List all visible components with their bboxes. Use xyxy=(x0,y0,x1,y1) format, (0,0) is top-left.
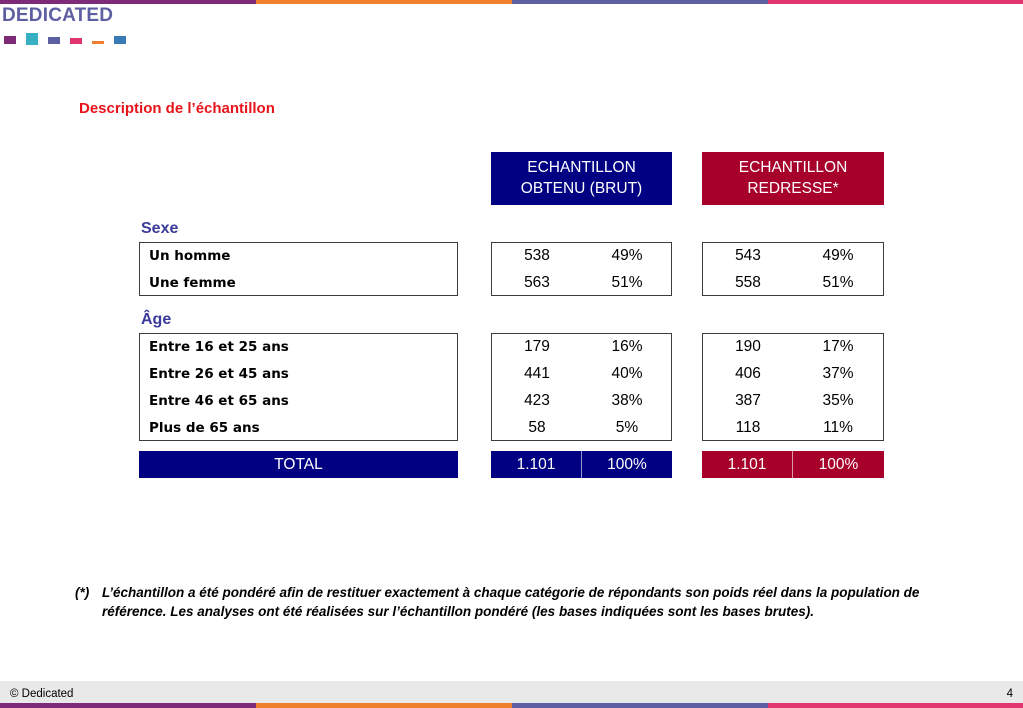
header-red-line-1: ECHANTILLON xyxy=(738,159,848,176)
cell-brut-n: 423 xyxy=(524,392,550,409)
header-echantillon-redresse xyxy=(702,152,884,205)
cell-red-pct: 11% xyxy=(823,419,853,436)
cell-red-n: 543 xyxy=(735,247,761,264)
cell-brut-n: 563 xyxy=(524,274,550,291)
total-brut-pct: 100% xyxy=(607,456,647,473)
bar-segment-blue xyxy=(512,703,768,708)
total-label: TOTAL xyxy=(274,456,323,473)
cell-brut-pct: 51% xyxy=(611,274,643,291)
bar-segment-purple xyxy=(0,0,256,4)
top-color-bar xyxy=(0,0,1023,4)
footnote xyxy=(75,583,955,621)
cell-brut-n: 179 xyxy=(524,338,550,355)
total-red-n: 1.101 xyxy=(727,456,767,473)
row-label: Entre 16 et 25 ans xyxy=(149,339,289,355)
header-echantillon-brut xyxy=(491,152,672,205)
footnote-text: L’échantillon a été pondéré afin de restituer exactement à chaque catégorie de répondants son poids réel dans la population de référence. Les analyses ont été réalisées sur l’échantillon pondéré (les bases indiquées sont les bases brutes). xyxy=(102,585,920,619)
brand-logo-text: DEDICATED xyxy=(2,5,114,26)
group-label-sexe: Sexe xyxy=(141,220,179,237)
cell-brut-pct: 5% xyxy=(615,419,639,436)
cell-red-n: 387 xyxy=(735,392,761,409)
logo-square-6 xyxy=(114,36,126,44)
age-labels-box xyxy=(139,333,458,441)
cell-brut-n: 538 xyxy=(524,247,550,264)
bar-segment-blue xyxy=(512,0,768,4)
footer-copyright: © Dedicated xyxy=(10,688,74,700)
sexe-redresse-box xyxy=(702,242,884,296)
section-title: Description de l’échantillon xyxy=(79,100,275,117)
cell-red-pct: 17% xyxy=(822,338,854,355)
row-label: Un homme xyxy=(149,248,231,264)
bar-segment-pink xyxy=(768,703,1023,708)
total-redresse-box xyxy=(702,451,884,478)
logo-square-3 xyxy=(48,37,60,44)
bar-segment-orange xyxy=(256,0,512,4)
cell-brut-n: 441 xyxy=(524,365,550,382)
age-brut-box xyxy=(491,333,672,441)
cell-brut-pct: 16% xyxy=(611,338,643,355)
cell-red-n: 190 xyxy=(735,338,761,355)
brand-logo-squares xyxy=(4,33,134,47)
cell-brut-pct: 38% xyxy=(611,392,643,409)
logo-square-5 xyxy=(92,41,104,44)
bar-segment-orange xyxy=(256,703,512,708)
cell-red-pct: 37% xyxy=(822,365,854,382)
bottom-color-bar xyxy=(0,703,1023,708)
age-redresse-box xyxy=(702,333,884,441)
row-label: Une femme xyxy=(149,275,236,291)
cell-red-pct: 51% xyxy=(822,274,854,291)
cell-red-n: 558 xyxy=(735,274,761,291)
cell-red-pct: 49% xyxy=(822,247,854,264)
header-red-line-2: REDRESSE* xyxy=(747,180,839,197)
footnote-mark: (*) xyxy=(75,585,90,600)
row-label: Entre 26 et 45 ans xyxy=(149,366,289,382)
total-brut-n: 1.101 xyxy=(516,456,556,473)
total-label-box xyxy=(139,451,458,478)
cell-brut-pct: 49% xyxy=(611,247,643,264)
group-label-age: Âge xyxy=(141,311,172,328)
header-brut-line-1: ECHANTILLON xyxy=(527,159,636,176)
cell-red-pct: 35% xyxy=(822,392,854,409)
logo-square-4 xyxy=(70,38,82,44)
bar-segment-purple xyxy=(0,703,256,708)
cell-red-n: 118 xyxy=(735,419,761,436)
total-brut-box xyxy=(491,451,672,478)
total-red-pct: 100% xyxy=(818,456,859,473)
header-brut-line-2: OBTENU (BRUT) xyxy=(520,180,643,197)
page-number: 4 xyxy=(1006,688,1013,700)
cell-brut-pct: 40% xyxy=(611,365,643,382)
bar-segment-pink xyxy=(768,0,1023,4)
sexe-labels-box xyxy=(139,242,458,296)
cell-brut-n: 58 xyxy=(528,419,546,436)
sexe-brut-box xyxy=(491,242,672,296)
logo-square-2 xyxy=(26,33,38,45)
cell-red-n: 406 xyxy=(735,365,761,382)
row-label: Entre 46 et 65 ans xyxy=(149,393,289,409)
logo-square-1 xyxy=(4,36,16,44)
row-label: Plus de 65 ans xyxy=(149,420,260,436)
